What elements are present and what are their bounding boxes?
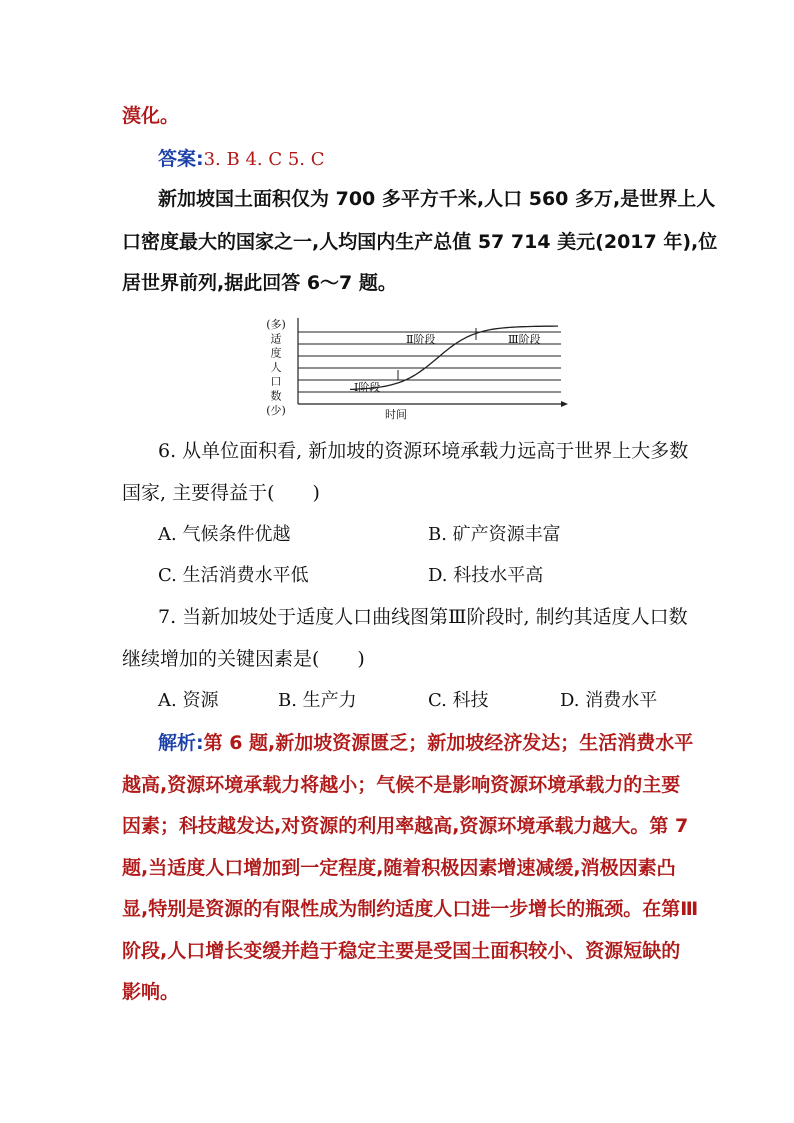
stage-label-1: Ⅰ阶段 (354, 381, 381, 394)
q6-option-c: C. 生活消费水平低 (158, 565, 309, 586)
stage-label-2: Ⅱ阶段 (406, 333, 436, 346)
analysis-line-5: 显,特别是资源的有限性成为制约适度人口进一步增长的瓶颈。在第Ⅲ (122, 898, 699, 920)
analysis-first: 第 6 题,新加坡资源匮乏；新加坡经济发达；生活消费水平 (203, 732, 694, 754)
x-axis-label: 时间 (385, 408, 407, 421)
q6-stem-1: 6. 从单位面积看, 新加坡的资源环境承载力远高于世界上大多数 (158, 440, 689, 462)
stage-label-3: Ⅲ阶段 (508, 333, 541, 346)
q7-stem-2: 继续增加的关键因素是( ) (122, 648, 365, 670)
analysis-line-2: 越高,资源环境承载力将越小；气候不是影响资源环境承载力的主要 (122, 774, 681, 796)
q6-option-a: A. 气候条件优越 (158, 524, 291, 545)
analysis-line-1 (158, 731, 693, 755)
q7-option-d: D. 消费水平 (560, 690, 658, 711)
x-axis-arrow (561, 401, 568, 407)
analysis-line-6: 阶段,人口增长变缓并趋于稳定主要是受国土面积较小、资源短缺的 (122, 940, 681, 962)
q6-option-b: B. 矿产资源丰富 (428, 524, 561, 545)
q6-option-d: D. 科技水平高 (428, 565, 544, 586)
top-line: 漠化。 (122, 105, 180, 127)
intro-line-1: 新加坡国土面积仅为 700 多平方千米,人口 560 多万,是世界上人 (158, 188, 716, 210)
intro-line-2: 口密度最大的国家之一,人均国内生产总值 57 714 美元(2017 年),位 (122, 231, 718, 253)
answer-value: 3. B 4. C 5. C (203, 149, 325, 170)
intro-line-3: 居世界前列,据此回答 6～7 题。 (122, 272, 397, 294)
q7-option-b: B. 生产力 (278, 690, 357, 711)
q7-option-a: A. 资源 (158, 690, 219, 711)
q7-option-c: C. 科技 (428, 690, 489, 711)
answer-label: 答案: (158, 148, 204, 170)
q7-stem-1: 7. 当新加坡处于适度人口曲线图第Ⅲ阶段时, 制约其适度人口数 (158, 606, 688, 628)
analysis-line-3: 因素；科技越发达,对资源的利用率越高,资源环境承载力越大。第 7 (122, 815, 689, 837)
ylabel-char: 口 (270, 375, 282, 389)
analysis-label: 解析: (158, 732, 204, 754)
q6-stem-2: 国家, 主要得益于( ) (122, 482, 320, 504)
ylabel-char: 数 (270, 389, 282, 403)
ylabel-char: 人 (270, 360, 282, 374)
ylabel-char: (多) (266, 318, 286, 331)
ylabel-char: 适 (270, 332, 282, 346)
ylabel-char: (少) (266, 403, 286, 417)
population-chart (258, 312, 578, 424)
analysis-line-7: 影响。 (122, 981, 180, 1003)
analysis-line-4: 题,当适度人口增加到一定程度,随着积极因素增速减缓,消极因素凸 (122, 857, 676, 879)
ylabel-char: 度 (270, 346, 282, 360)
answer-line (158, 147, 325, 172)
